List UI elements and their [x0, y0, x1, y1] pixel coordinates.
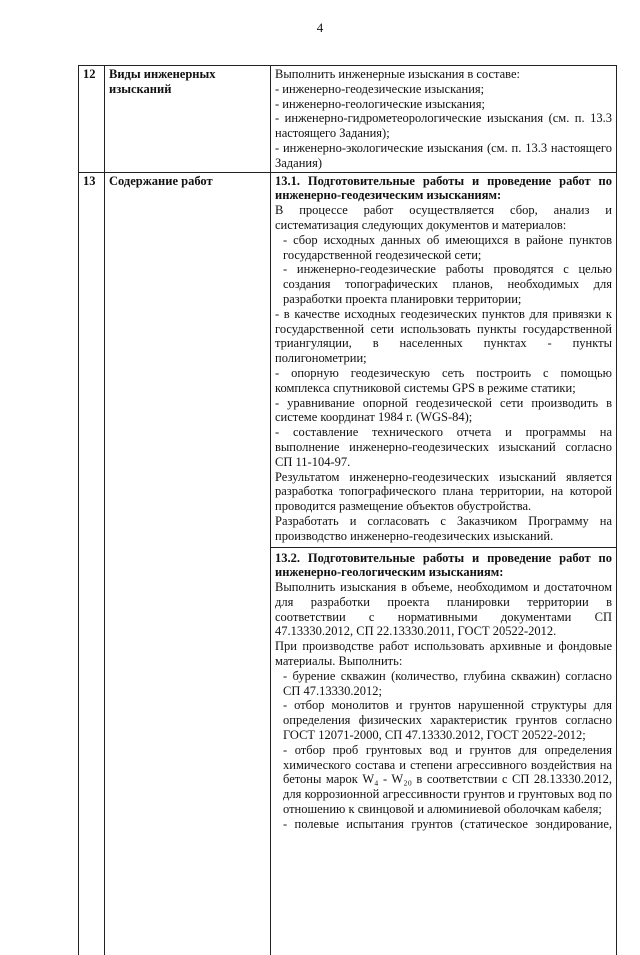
row-number: 12 — [79, 66, 105, 173]
text-paragraph: В процессе работ осуществляется сбор, анализ и систематизация следующих документов и материалов: — [275, 203, 612, 232]
table-row — [79, 66, 617, 173]
section-heading: 13.1. Подготовительные работы и проведение работ по инженерно-геодезическим изысканиям: — [275, 173, 612, 203]
list-item: - инженерно-экологические изыскания (см. п. 13.3 настоящего Задания) — [275, 140, 612, 170]
text-paragraph: Выполнить изыскания в объеме, необходимом и достаточном для разработки проекта планировки территории в соответствии с нормативными документами СП 47.13330.2012, СП 22.13330.2011, ГОСТ 20522-2012. — [275, 580, 612, 639]
list-item: - бурение скважин (количество, глубина скважин) согласно СП 47.13330.2012; — [283, 668, 612, 698]
table-row — [79, 172, 617, 955]
list-item: - отбор проб грунтовых вод и грунтов для определения химического состава и степени агрессивного воздействия на бетоны марок W₄ - W₂₀ в соответствии с СП 28.13330.2012, для коррозионной агрессивности грунтов и грунтовых вод по отношению к свинцовой и алюминиевой оболочкам кабеля; — [283, 742, 612, 817]
list-item: - отбор монолитов и грунтов нарушенной структуры для определения физических характеристик грунтов согласно ГОСТ 12071-2000, СП 47.13330.2012, ГОСТ 20522-2012; — [283, 698, 612, 743]
section-divider — [271, 547, 616, 548]
row-content — [271, 66, 617, 173]
list-item: - уравнивание опорной геодезической сети производить в системе координат 1984 г. (WGS-84); — [275, 395, 612, 425]
text-line: Выполнить инженерные изыскания в составе: — [275, 67, 521, 81]
list-item: - в качестве исходных геодезических пунктов для привязки к государственной сети использовать пункты государственной триангуляции, в населенных пунктах - пункты полигонометрии; — [275, 306, 612, 366]
list-item: - инженерно-геодезические работы проводятся с целью создания топографических планов, необходимых для разработки проекта планировки территории; — [283, 262, 612, 306]
text-paragraph: Разработать и согласовать с Заказчиком Программу на производство инженерно-геодезических изысканий. — [275, 513, 612, 543]
requirements-table — [78, 65, 617, 955]
list-item: - инженерно-геодезические изыскания; — [275, 81, 485, 96]
row-title: Содержание работ — [105, 172, 271, 955]
section-heading: 13.2. Подготовительные работы и проведение работ по инженерно-геологическим изысканиям: — [275, 550, 612, 580]
text-paragraph: При производстве работ использовать архивные и фондовые материалы. Выполнить: — [275, 639, 612, 669]
row-number: 13 — [79, 172, 105, 955]
list-item: - сбор исходных данных об имеющихся в районе пунктов государственной геодезической сети; — [283, 232, 612, 262]
list-item: - инженерно-гидрометеорологические изыскания (см. п. 13.3 настоящего Задания); — [275, 111, 612, 141]
row-title: Виды инженерных изысканий — [105, 66, 271, 173]
text-paragraph: Результатом инженерно-геодезических изысканий является разработка топографического плана территории, на которой проводится размещение объектов обустройства. — [275, 469, 612, 514]
list-item: - составление технического отчета и программы на выполнение инженерно-геодезических изысканий согласно СП 11-104-97. — [275, 425, 612, 469]
row-content — [271, 172, 617, 955]
list-item: - полевые испытания грунтов (статическое зондирование, — [283, 816, 612, 831]
list-item: - опорную геодезическую сеть построить с помощью комплекса спутниковой системы GPS в режиме статики; — [275, 365, 612, 395]
page-number: 4 — [316, 20, 324, 35]
list-item: - инженерно-геологические изыскания; — [275, 96, 485, 111]
